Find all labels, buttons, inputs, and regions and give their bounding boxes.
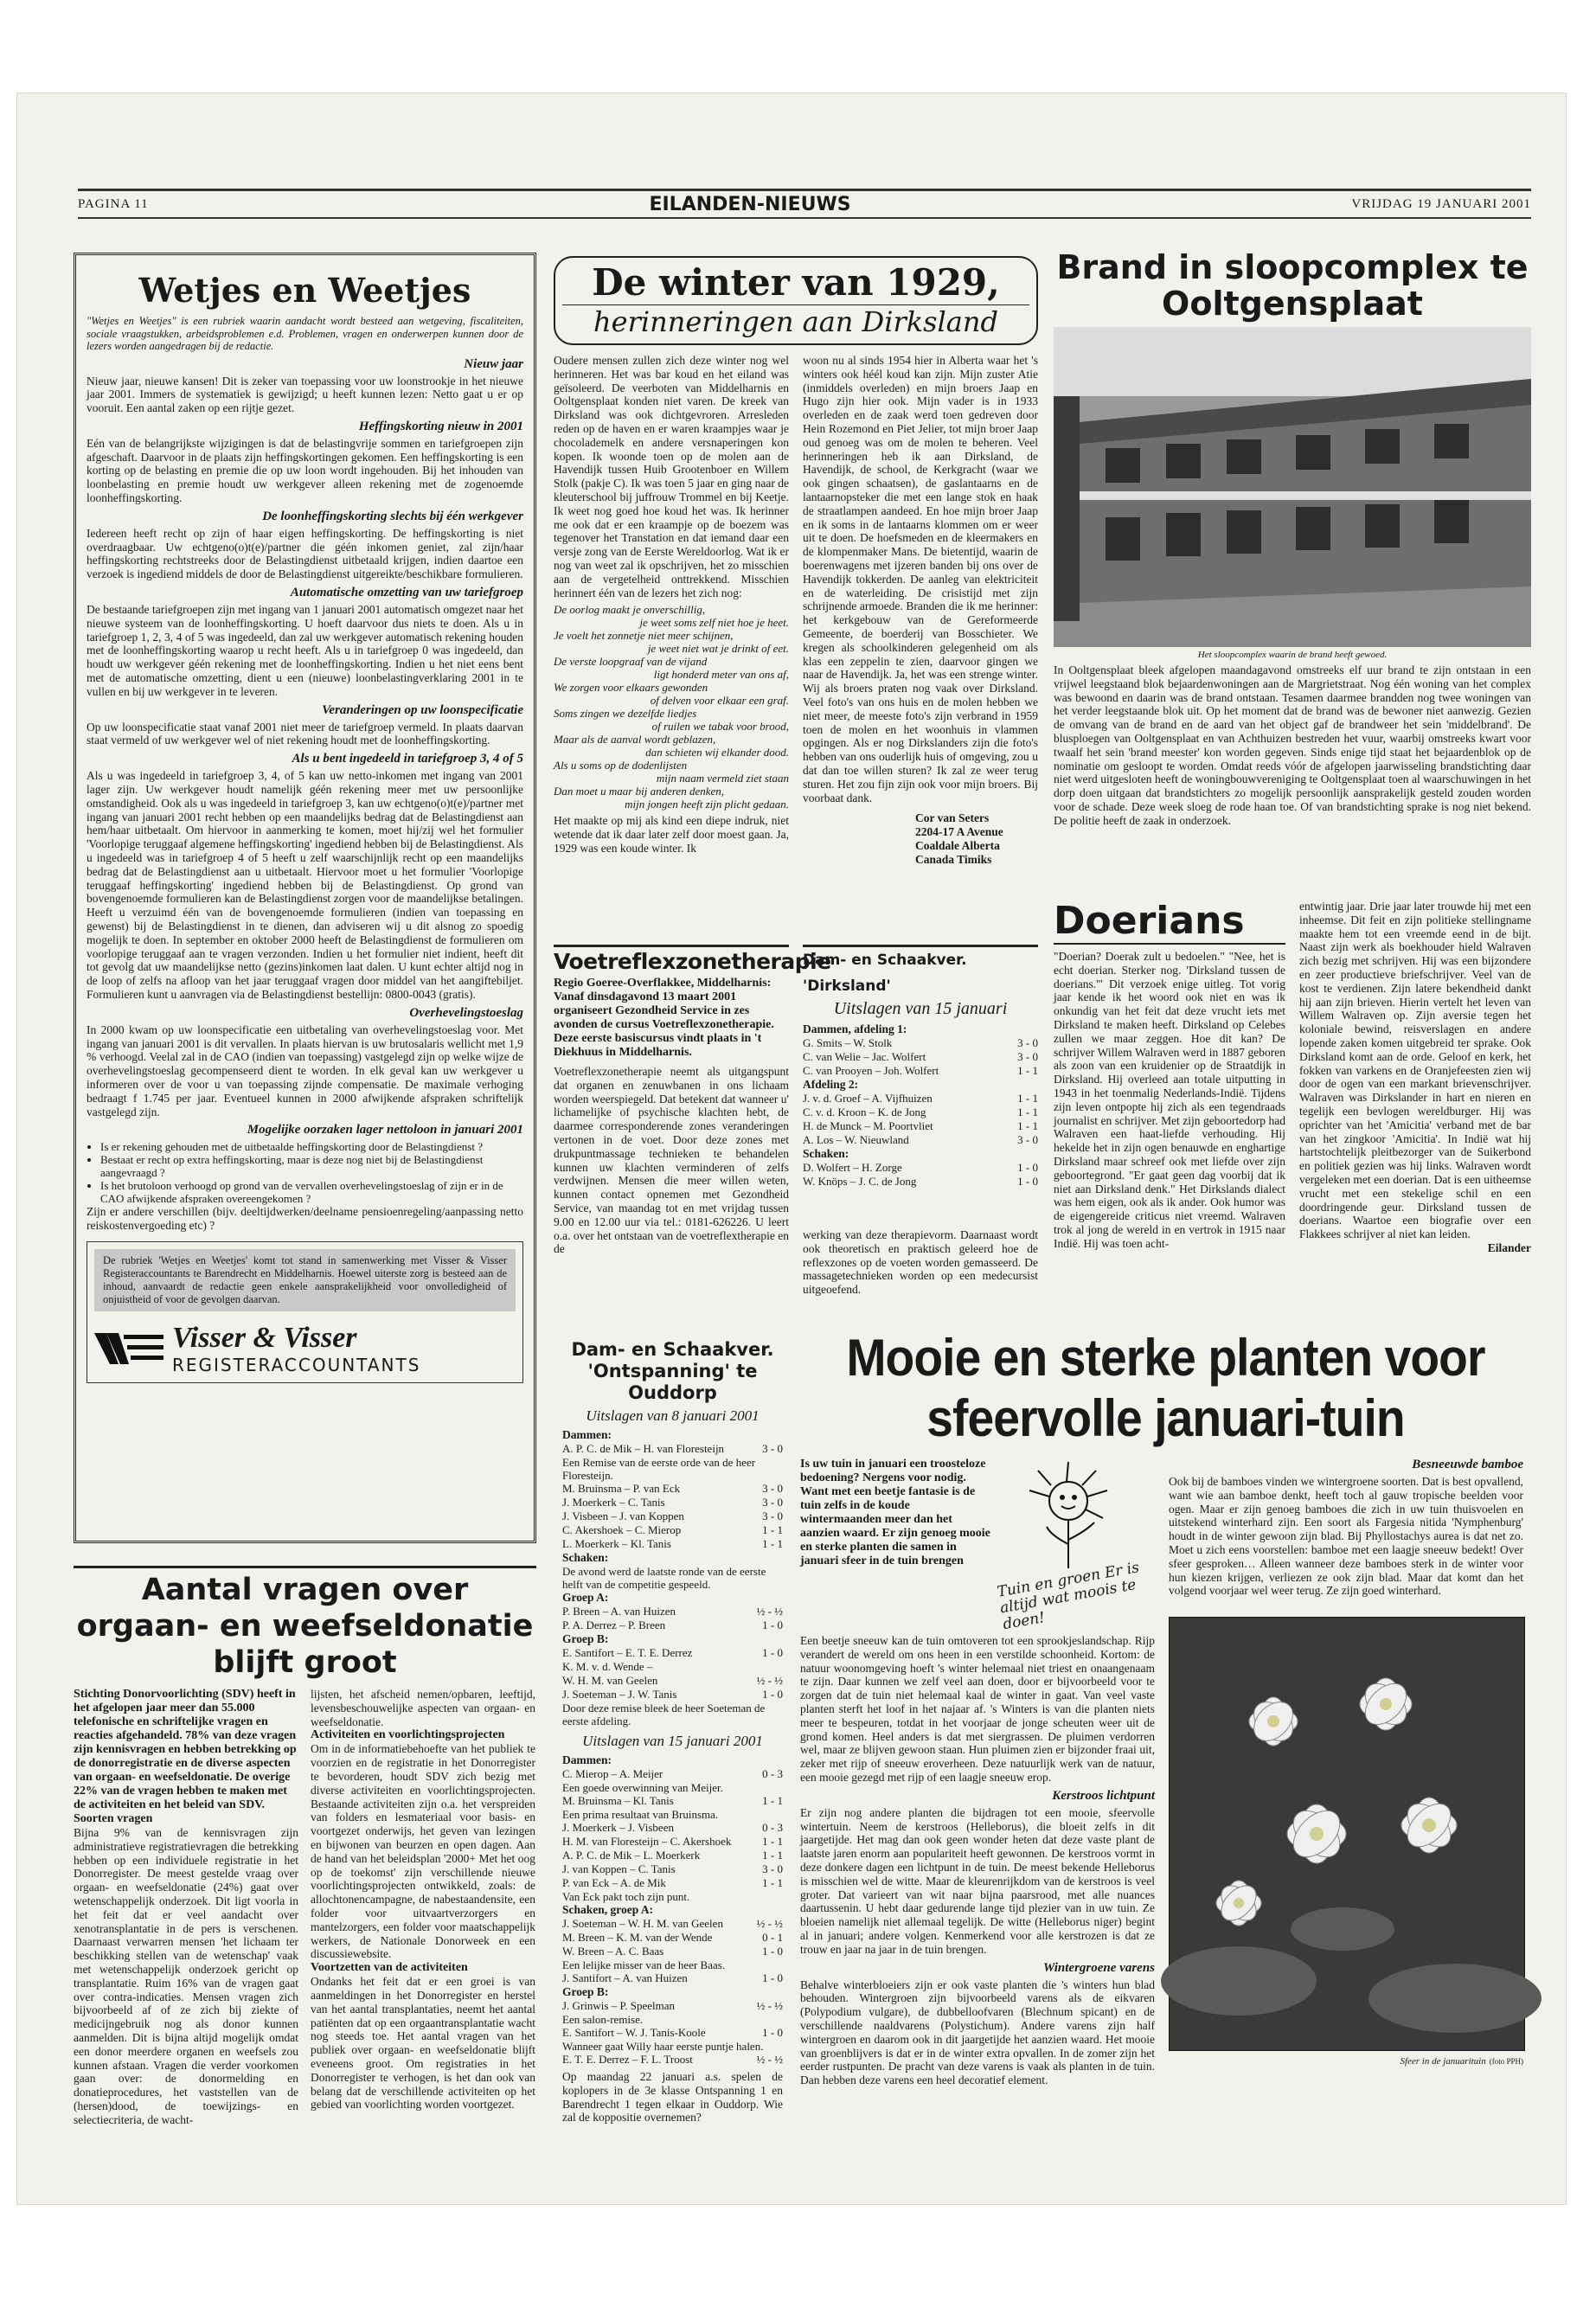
planten-caption-row [1169,2053,1523,2068]
result-score: 0 - 3 [762,1821,783,1834]
result-players: P. Breen – A. van Huizen [562,1605,676,1618]
result-row [562,2026,783,2040]
result-row [803,1064,1038,1078]
doerians-col2: entwintig jaar. Drie jaar later trouwde hij met een inheemse. Dit feit en zijn politieke stellingname maakte hem tot een vreemde eend in de bijt. Naast zijn werk als boekhouder hield Walraven zich bezig met schrijven. Hij was een bijzondere en zeer productieve briefschrijver. Veel van de kost te verdienen. Zijn latere bekendheid dankt hij aan zijn brieven. Hierin vertelt het leven van Willem Walraven op. Zijn aversie tegen het koloniale bewind, reisverslagen en andere lopende zaken komen uitgebreid ter sprake. Ook Dirksland komt aan de orde. Geloof en kerk, het fokken van varkens en de Oranjefeesten zien wij door de ogen van een markant brievenschrijver. Walraven was Dirkslander in hart en nieren en tegelijk een bevlogen wereldburger. Hij was oprichter van het 'Amicitia' verband met de bar van het zingkoor 'Amicitia'. In Indië wat hij hartstochtelijk pleitbezorger van de Suikerbond en politiek gezien was hij links. Walraven wordt vergeleken met een doerian. Dat is een uitheemse vrucht met een stekelige schil en een doordringende geur. Dirksland tussen de doerians. Waartoe een biografie over een Flakkees schrijver al niet kan leiden. [1299,900,1531,1241]
result-row [562,1849,783,1862]
wetjes-box [74,253,536,1543]
wetjes-title: Wetjes en Weetjes [138,271,471,310]
result-players: C. Akershoek – C. Mierop [562,1523,682,1536]
result-row [562,1646,783,1660]
ouddorp-subtitle-2: Uitslagen van 15 januari 2001 [582,1733,763,1749]
result-row [803,1119,1038,1133]
result-players: J. Visbeen – J. van Koppen [562,1509,684,1522]
result-row [562,1917,783,1931]
ouddorp-results-2 [562,1753,783,2067]
result-table [562,1605,783,1632]
masthead: EILANDEN-NIEUWS [649,193,851,215]
result-note: Een lelijke misser van de heer Baas. [562,1958,726,1971]
wetjes-bullet: • Is er rekening gehouden met de uitbetaalde heffingskorting door de Belastingdienst ? [100,1140,523,1153]
wetjes-section-body: De bestaande tariefgroepen zijn met ingang van 1 januari 2001 automatisch omgezet naar het nieuwe systeem van de loonheffingskorting. U hoeft daarvoor dus niets te doen. Als u in tariefgroep 1, 2, 3, 4 of 5 was ingedeeld, dan zal uw werkgever automatisch rekening houden met de loonheffingskorting waarop u recht heeft. Als u in tariefgroep 0 was ingedeeld, dan houdt uw werkgever géén rekening met de loonheffingskorting. Indien u het niet eens bent met de automatische omzetting, dient u een (nieuwe) loonbelastingverklaring 2001 in te vullen en bij uw werkgever in te leveren. [87,603,523,698]
wetjes-section-body: Iedereen heeft recht op zijn of haar eigen heffingskorting. De heffingskorting is niet overdraagbaar. Uw echtgeno(o)t(e)/partner die géén inkomen geniet, zal zijn/haar heffingskorting rechtstreeks door de Belastingdienst uitbetaald krijgen, indien daartoe een verzoek is ingediend middels de door de Belastingdienst uitgereikte/beschikbare formulieren. [87,526,523,581]
result-row [562,1442,783,1456]
winter-article [554,256,1038,931]
result-score: 1 - 1 [762,1523,783,1536]
result-group-heading: Groep B: [562,1985,609,1998]
visser-logo [94,1322,516,1375]
page-header [78,189,1531,219]
result-row [562,1523,783,1537]
result-group-heading: Schaken, groep A: [562,1903,654,1916]
result-score: 1 - 1 [762,1537,783,1550]
result-players: K. M. v. d. Wende – [562,1660,653,1673]
result-table [562,2053,783,2067]
result-players: G. Smits – W. Stolk [803,1036,893,1049]
visser-logo-sub: REGISTERACCOUNTANTS [172,1354,421,1375]
result-players: M. Breen – K. M. van der Wende [562,1931,713,1944]
wetjes-section-body: Als u was ingedeeld in tariefgroep 3, 4, of 5 kan uw netto-inkomen met ingang van 2001 lager zijn. Uw werkgever houdt namelijk géén rekening meer met uw persoonlijke omstandigheid. Ook als u was ingedeeld in tariefgroep 3, kan uw echtgeno(o)t(e)/partner met ingang van januari 2001 recht hebben op een maandelijks bedrag dat de Belastingdienst aan hem/haar uitbetaalt. Om hiervoor in aanmerking te komen, moet hij/zij wel het formulier 'Voorlopige teruggaaf algemene heffingskorting' ingediend hebben bij de Belastingdienst. Als u ingedeeld was in tariefgroep 4 of 5 heeft u zelf waarschijnlijk recht op een maandelijks bedrag dat de Belastingdienst aan u uitbetaalt. Hiervoor moet u het formulier 'Voorlopige teruggaaf heffingskorting' ingediend hebben bij de Belastingdienst. Op grond van bovengenoemde formulieren kan de Belastingdienst zorgen voor de maandelijkse betalingen. Heeft u verzuimd één van de bovengenoemde formulieren (indien van toepassing en gewenst) bij de Belastingdienst in te dienen, dan adviseren wij u dit alsnog zo spoedig mogelijk te doen. In september en oktober 2000 heeft de Belastingdienst de formulieren om voorlopige teruggaaf aan te vragen verzonden. Indien u het formulier niet indient, heeft dit tot gevolg dat uw maandelijkse netto (gezins)inkomen laat dalen. U kunt echter altijd nog in de loop of zelfs na afloop van het jaar teruggaaf vragen door middel van het aangiftebiljet. Formulieren kunt u aanvragen via de Belastingdienst bestellijn: 0800-0043 (gratis). [87,769,523,1001]
wetjes-section-body: In 2000 kwam op uw loonspecificatie een uitbetaling van overhevelingstoeslag voor. Met ingang van januari 2001 is dit vervallen. In plaats hiervan is uw brutosalaris wellicht met 1,9 % verhoogd. Veelal zal in de CAO (indien van toepassing) vastgelegd zijn op welke wijze de overhevelingstoeslag gecompenseerd dient te worden. In elk geval kan uw werkgever u informeren over de voor u van toepassing zijnde compensatie. De maximale verhoging bedraagt f 1.745 per jaar. Eventueel kunnen in 2000 afwijkende afspraken schriftelijk vastgelegd zijn. [87,1022,523,1118]
result-group-heading: Dammen: [562,1753,612,1766]
result-row [562,1496,783,1509]
result-row [803,1092,1038,1106]
planten-bamboe: Ook bij de bamboes vinden we wintergroene soorten. Dat is best opvallend, want wie aan bamboe denkt, heeft toch al gauw tropische beelden voor ogen. Maar er zijn genoeg bamboes die zich in uw tuin thuisvoelen en uitstekend winterhard zijn. Een soort als Fargesia nitida 'Nymphenburg' houdt in de winter gewoon zijn blad. Bij Phyllostachys aurea is dat net zo. Moet u zich eens voorstellen: bamboe met een laagje sneeuw bedekt! Over sfeer gesproken… Alleen wanneer deze bamboes sterk in de winter voor hun kiezen krijgen, verliezen ze ook zijn blad. Maar dat komt dan het volgend voorjaar wel weer terug. Ze zijn goed winterhard. [1169,1475,1523,1598]
wetjes-intro: "Wetjes en Weetjes" is een rubriek waarin aandacht wordt besteed aan wetgeving, fiscaliteiten, sociale vraagstukken, arbeidsproblemen e.d. Problemen, vragen en onderwerpen kunnen door de lezers worden aangedragen bij de redactie. [87,315,523,352]
wetjes-section-heading: De loonheffingskorting slechts bij één werkgever [262,509,523,523]
result-score: 3 - 0 [1017,1050,1038,1063]
result-group-heading: Schaken: [803,1147,849,1160]
result-score: 1 - 0 [762,1971,783,1984]
result-score: 1 - 0 [762,1646,783,1659]
winter-title: De winter van 1929, [592,261,1000,304]
result-note: Een salon-remise. [562,2013,644,2026]
wetjes-notice-box [87,1241,523,1383]
result-score: 1 - 1 [1017,1106,1038,1118]
result-group-heading: Schaken: [562,1551,609,1564]
result-row [562,1876,783,1890]
result-note: Een prima resultaat van Bruinsma. [562,1808,719,1821]
result-table [562,2026,783,2040]
orgaan-article [74,1566,536,2154]
planten-title: Mooie en sterke planten voor sfeervolle januari-tuin [846,1329,1485,1447]
result-row [562,1605,783,1618]
result-players: H. M. van Floresteijn – C. Akershoek [562,1835,732,1848]
planten-h-bamboe: Besneeuwde bamboe [1412,1458,1523,1471]
result-score: 3 - 0 [1017,1133,1038,1146]
result-row [803,1106,1038,1119]
doerians-title: Doerians [1054,900,1285,945]
wetjes-section-heading: Nieuw jaar [464,356,523,371]
result-row [803,1133,1038,1147]
result-score: 3 - 0 [762,1862,783,1875]
result-table [803,1161,1038,1189]
result-note: Een goede overwinning van Meijer. [562,1781,723,1794]
result-score: ½ - ½ [756,1605,783,1618]
wetjes-closing: Zijn er andere verschillen (bijv. deeltijdwerken/deelname pensioenregeling/aanpassing netto reiskostenvergoeding etc) ? [87,1205,523,1233]
signature-line: 2204-17 A Avenue [915,825,1003,839]
voetreflex-lead: Regio Goeree-Overflakkee, Middelharnis: Vanaf dinsdagavond 13 maart 2001 organiseert Gezondheid Service in zes avonden de cursus Voetreflexzonetherapie. Deze eerste basiscursus vindt plaats in 't Diekhuus in Middelharnis. [554,977,774,1059]
dammen-ouddorp [562,1339,783,2144]
orgaan-h3: Voortzetten van de activiteiten [311,1961,468,1975]
poem-line: je weet niet wat je drinkt of eet. [647,642,789,656]
result-players: J. van Koppen – C. Tanis [562,1862,676,1875]
orgaan-h2: Activiteiten en voorlichtingsprojecten [311,1728,505,1742]
result-players: J. Soeteman – W. H. M. van Geelen [562,1917,723,1930]
result-score: 3 - 0 [762,1496,783,1509]
poem-line: De oorlog maakt je onverschillig, [554,603,706,617]
dammen-dirksland [803,945,1038,1221]
result-players: M. Bruinsma – Kl. Tanis [562,1794,674,1807]
result-row [803,1050,1038,1064]
result-players: E. Santifort – E. T. E. Derrez [562,1646,693,1659]
result-score: 1 - 1 [762,1849,783,1862]
result-score: 0 - 3 [762,1767,783,1780]
dammen-dirksland-title: Dam- en Schaakver. 'Dirksland' [803,952,967,995]
result-group-heading: Dammen: [562,1428,612,1441]
result-players: L. Moerkerk – Kl. Tanis [562,1537,671,1550]
result-players: J. Soeteman – J. W. Tanis [562,1688,677,1701]
result-players: E. T. E. Derrez – F. L. Troost [562,2053,693,2066]
poem-line: Maar als de aanval wordt geblazen, [554,733,716,747]
result-score: 1 - 0 [1017,1161,1038,1174]
orgaan-col2c: Ondanks het feit dat er een groei is van aanmeldingen in het Donorregister en herstel van het aantal transplantaties, neemt het aantal patiënten dat op een orgaantransplantatie wacht nog steeds toe. Het aantal vragen van het publiek over orgaan- en weefseldonatie blijft eveneens groot. Om registraties in het Donorregister te verhogen, is het dan ook van belang dat de verschillende activiteiten op het gebied van voorlichting worden voortgezet. [311,1975,535,2112]
result-players: J. v. d. Groef – A. Vijfhuizen [803,1092,933,1105]
poem-line: Soms zingen we dezelfde liedjes [554,707,697,721]
helleborus-illustration [1170,1618,1524,2050]
result-row [562,1618,783,1632]
wetjes-section-heading: Overhevelingstoeslag [409,1005,523,1020]
building-illustration [1054,327,1531,647]
result-row [562,1835,783,1849]
result-note: Door deze remise bleek de heer Soeteman de eerste afdeling. [562,1702,766,1727]
wetjes-bullet: • Bestaat er recht op extra heffingskorting, maar is deze nog niet bij de Belastingdienst aangevraagd ? [100,1153,523,1179]
result-score: 1 - 1 [1017,1119,1038,1132]
result-score: 1 - 1 [1017,1064,1038,1077]
result-table [803,1036,1038,1078]
result-table [562,1767,783,1781]
brand-title: Brand in sloopcomplex te Ooltgensplaat [1056,248,1529,323]
result-score: 1 - 0 [762,2026,783,2039]
voetreflex-col2: werking van deze therapievorm. Daarnaast wordt ook theoretisch en praktisch geleerd hoe de reflexzones op de voeten worden gemasseerd. De massagetechnieken worden op een medecursist uitgeoefend. [803,1228,1038,1297]
result-row [562,1688,783,1702]
result-row [562,1509,783,1523]
planten-lead: Is uw tuin in januari een troosteloze bedoening? Nergens voor nodig. Want met een beetje fantasie is de tuin zelfs in de koude wintermaanden meer dan het aanzien waard. Er zijn genoeg mooie en sterke planten die samen in januari sfeer in de tuin brengen [800,1458,990,1567]
page-number: PAGINA 11 [78,196,149,211]
result-row [562,1945,783,1958]
winter-col1-end: Het maakte op mij als kind een diepe indruk, niet wetende dat ik daar later zelf door moest gaan. Ja, 1929 was een koude winter. Ik [554,814,789,855]
result-row [562,1537,783,1551]
result-note: Een Remise van de eerste orde van de heer Floresteijn. [562,1456,756,1482]
planten-art-text: Tuin en groen Er is altijd wat moois te doen! [996,1559,1141,1634]
result-score: 1 - 0 [762,1688,783,1701]
visser-logo-icon [94,1330,163,1368]
result-row [803,1036,1038,1050]
wetjes-section-heading: Automatische omzetting van uw tariefgroep [290,586,523,600]
doerians-article [1054,900,1531,1315]
result-players: W. Knöps – J. C. de Jong [803,1175,917,1188]
signature-line: Coaldale Alberta [915,839,1000,853]
brand-article [1054,249,1531,907]
result-score: 0 - 1 [762,1931,783,1944]
winter-subtitle: herinneringen aan Dirksland [562,304,1029,338]
result-players: P. A. Derrez – P. Breen [562,1618,666,1631]
wetjes-section-heading: Als u bent ingedeeld in tariefgroep 3, 4 of 5 [292,752,523,766]
flower-sun-icon [999,1458,1155,1570]
result-table [562,1442,783,1456]
result-players: J. Santifort – A. van Huizen [562,1971,688,1984]
winter-poem [554,603,789,811]
signature-line: Cor van Seters [915,811,990,825]
result-row [562,1971,783,1985]
result-table [562,1482,783,1551]
result-table [562,1821,783,1890]
ouddorp-subtitle-1: Uitslagen van 8 januari 2001 [586,1407,760,1424]
result-row [803,1161,1038,1175]
result-players: J. Moerkerk – C. Tanis [562,1496,665,1509]
wetjes-section-heading: Veranderingen op uw loonspecificatie [322,702,523,717]
voetreflex-col1: Voetreflexzonetherapie neemt als uitgangspunt dat organen en zenuwbanen in ons lichaam worden weerspiegeld. Dat betekent dat wanneer u' lichamelijke of psychische klachten hebt, de daarmee corresponderende zones veranderingen vertonen in de voet. Door deze zones met drukpuntmassage technieken te behandelen kunnen uw klachten verminderen of zelfs verdwijnen. Mensen die meer willen weten, kunnen contact opnemen met Gezondheid Service, van maandag tot en met vrijdag tussen 9.00 en 12.00 uur via tel.: 0181-626226. U leert o.a. over het ontstaan van de voetreflextherapie en de [554,1065,789,1256]
result-score: 3 - 0 [762,1482,783,1495]
result-score [746,1660,783,1674]
doerians-col1: "Doerian? Doerak zult u bedoelen." "Nee, het is echt doerian. Sterker nog. 'Dirksland tussen de doerians.'" Dit verzoek enige uitleg. Tot vorig jaar kende ik het woord ook niet en was ik onkundig van het feit dat deze vrucht iets met Dirksland te maken heeft. Dirksland op Celebes zullen we maar zeggen. Hoe dit kan? De schrijver Willem Walraven werd in 1887 geboren als zoon van een kruidenier op de Straatdijk in Dirksland. Hij overleed aan totale uitputting in 1943 in het toenmalig Nederlands-Indië. Tijdens zijn leven ontpopte hij zich als een tegendraads journalist en schrijver. Met zijn geboortedorp had Walraven een haat-liefde verhouding. Hij hekelde het in zijn ogen benauwde en enghartige Dirksland maar schreef ook met liefde over zijn geboortegrond. "Er gaat geen dag voorbij dat ik niet aan Dirksland denk." Het Dirkslands dialect was hem eigen, ook als ik ander. Ook humor was de eigengereide criticus niet vreemd. Walraven trok al jong de wereld in en vertrok in 1915 naar Indië. Hij was toen acht- [1054,950,1285,1250]
dammen-dirksland-subtitle: Uitslagen van 15 januari [833,999,1008,1018]
result-table [562,1646,783,1702]
dirksland-results [803,1022,1038,1189]
poem-line: Als u soms op de dodenlijsten [554,759,688,772]
result-players: C. v. d. Kroon – K. de Jong [803,1106,926,1118]
ouddorp-results-1 [562,1428,783,1727]
poem-line: We zorgen voor elkaars gewonden [554,681,708,695]
result-score: 1 - 1 [1017,1092,1038,1105]
visser-logo-name: Visser & Visser [172,1321,357,1354]
result-players: J. Moerkerk – J. Visbeen [562,1821,674,1834]
planten-varens: Behalve winterbloeiers zijn er ook vaste planten die 's winters hun blad behouden. Wintergroen zijn bijvoorbeeld varens als de eikvaren (Polypodium vulgare), de dubbelloofvaren (Blechnum spicant) en de verschillende naaldvarens (Polystichum). Andere varens zijn half wintergroen en daarom ook in dit jaargetijde het aanzien waard. Het mooie van groenblijvers is dat er in de winter extra opvallen. In de zomer zijn het eerder rustpunten. De pracht van deze varens is vaak als planten in de tuin. Dan hebben deze varens een heel decoratief element. [800,1977,1155,2087]
planten-caption: Sfeer in de januarituin [1400,2056,1486,2067]
winter-col1: Oudere mensen zullen zich deze winter nog wel herinneren. Het was bar koud en het eiland was geïsoleerd. De veerboten van Middelharnis en Ooltgensplaat konden niet varen. De kreek van Dirksland was ook dichtgevroren. Arresleden reden op de haven en er waren kraampjes waar je chocolademelk en andere versnaperingen kon kopen. Ik woonde toen op de molen aan de Havendijk tussen Huib Grootenboer en Willem Stolk (pakje C). Ik was toen 5 jaar en ging naar de kleuterschool bij juffrouw Trommel en bij Keetje. Ik weet nog goed hoe koud het was. Ik herinner me ook dat er een kraampje op de boezem was tegenover het Transtation en dat iemand daar een versje zong van de Eerste Wereldoorlog. Wat ik er nog van weet zal ik opschrijven, het zo misschien aan de vergetelheid onttrekkend. Misschien herinnert één van de lezers het zich nog: [554,354,789,599]
planten-h-varens: Wintergroene varens [1042,1960,1155,1975]
result-players: M. Bruinsma – P. van Eck [562,1482,681,1495]
result-row [562,1660,783,1674]
result-players: A. P. C. de Mik – H. van Floresteijn [562,1442,725,1455]
result-players: P. van Eck – A. de Mik [562,1876,666,1889]
result-score: 1 - 0 [1017,1175,1038,1188]
orgaan-lead: Stichting Donorvoorlichting (SDV) heeft in het afgelopen jaar meer dan 55.000 telefonische en schriftelijke vragen en reacties afgehandeld. 78% van deze vragen zijn kennisvragen en hebben betrekking op de donorregistratie en de diverse aspecten van orgaan- en weefseldonatie. De overige 22% van de vragen hebben te maken met de activiteiten en het beleid van SDV. [74,1688,297,1811]
result-score: 1 - 1 [762,1876,783,1889]
orgaan-col2a: lijsten, het afscheid nemen/opbaren, leeftijd, levensbeschouwelijke aspecten van orgaan- en weefseldonatie. [311,1688,535,1728]
result-row [562,1794,783,1808]
result-players: C. van Prooyen – Joh. Wolfert [803,1064,939,1077]
result-row [562,1674,783,1688]
result-score: ½ - ½ [756,1999,783,2012]
planten-photo [1169,1617,1525,2051]
doerians-signature: Eilander [1487,1240,1531,1254]
result-table [562,1917,783,1958]
result-note: De avond werd de laatste ronde van de eerste helft van de competitie gespeeld. [562,1565,766,1591]
result-row [562,1862,783,1876]
result-group-heading: Groep A: [562,1591,609,1604]
orgaan-col2b: Om in de informatiebehoefte van het publiek te voorzien en de registratie in het Donorregister te bevorderen, houdt SDV zich bezig met diverse activiteiten en voorlichtingsprojecten. Bestaande activiteiten zijn o.a. het verspreiden van folders en lesmateriaal voor basis- en voortgezet onderwijs, het geven van lezingen en bijwonen van beurzen en open dagen. Aan de hand van het beleidsplan '2000+ Met het oog op de toekomst' zijn verschillende nieuwe voorlichtingsprojecten ontwikkeld, zoals: de allochtonencampagne, de nabestaandensite, een folder voor uitvaartverzorgers en mantelzorgers, een folder voor maatschappelijk werkers, de Nationale Donorweek en een discussiewebsite. [311,1742,535,1961]
orgaan-title: Aantal vragen over orgaan- en weefseldonatie blijft groot [76,1573,534,1680]
poem-line: De verste loopgraaf van de vijand [554,655,708,669]
planten-intro: Een beetje sneeuw kan de tuin omtoveren tot een sprookjeslandschap. Rijp verandert de wereld om ons heen in een verstilde schoonheid. Kortom: de natuur woonomgeving hoeft 's winter helemaal niet triest en onaangenaam te zijn. Daar kunnen we zelf veel aan doen, door er bijvoorbeeld voor te zorgen dat de tuin niet helemaal kaal de winter in gaat. Van veel vaste planten sterft het loof in het najaar af. 's Winters is van die planten niets meer te bespeuren, totdat in het voorjaar de jonge scheuten weer uit de grond komen. Heel anders is dat met siergrassen. De pluimen verdorren wel, maar ze blijven gewoon staan. Hun pluimen zien er bijzonder fraai uit, zeker met rijp of sneeuw eroverheen. Deze natuurlijk werk van de natuur, een mooie gezegd met rijp of een laagje sneeuw erop. [800,1634,1155,1784]
wetjes-section-body: Eén van de belangrijkste wijzigingen is dat de belastingvrije sommen en tariefgroepen zijn afgeschaft. Daarvoor in de plaats zijn heffingskortingen gekomen. Een heffingskorting is een korting op de belasting en premie die op uw loon wordt ingehouden. Bij het inhouden van loonbelasting en premie houdt uw werkgever alleen rekening met de zogenoemde loonheffingskorting. [87,436,523,505]
planten-kerstroos: Er zijn nog andere planten die bijdragen tot een mooie, sfeervolle wintertuin. Neem de kerstroos (Helleborus), die bloeit zelfs in dit jaargetijde. Het mag dan ook geen wonder heten dat deze vaste plant de laatste jaren enorm aan populariteit heeft gewonnen. De kerstroos vormt in deze donkere dagen een lichtpunt in de tuin. De meest bekende Helleborus is misschien wel de witte. Maar de kleurenrijkdom van de kerstroos is veel groter. Dat varieert van wit naar bijna paarsrood, met alle nuances daartussenin. U hebt daar gedurende lange tijd plezier van in uw tuin. Ze bloeien namelijk niet allemaal tegelijk. De witte (Helleborus niger) begint al in januari; andere volgen. Kenmerkend voor alle kerstrozen is dat ze trouw en jaar na jaar in de tuin brengen. [800,1805,1155,1956]
orgaan-col1: Bijna 9% van de kennisvragen zijn administratieve registratievragen die betrekking hebben op een individuele registratie in het Donorregister. De meest gestelde vraag over orgaan- en weefseldonatie (24%) gaat over wetenschappelijk onderzoek. Dit ligt voorla in het feit dat er veel aandacht over xenotransplantatie in de pers is verschenen. Daarnaast verwarren mensen 'het lichaam ter beschikking stellen van de wetenschap' vaak met wetenschappelijk onderzoek gericht op transplantatie. Ruim 16% van de vragen gaat over contra-indicaties. Mensen vragen zich bijvoorbeeld af of ze zich bij ziekte of medicijngebruik nog als donor kunnen aanmelden. Dit is bijna altijd mogelijk omdat een donor meerdere organen en weefsels zou kunnen afstaan. Vragen die verder voorkomen gaan over: de donormelding en donatieprocedures, het vaststellen van de (hersen)dood, de toewijzings- en selectiecriteria, de wacht- [74,1826,298,2126]
result-players: A. Los – W. Nieuwland [803,1133,909,1146]
result-note: Van Eck pakt toch zijn punt. [562,1890,690,1903]
result-score: ½ - ½ [756,1917,783,1930]
result-row [562,1999,783,2013]
wetjes-bullets [87,1140,523,1205]
result-row [562,1767,783,1781]
result-table [562,1971,783,1985]
result-players: D. Wolfert – H. Zorge [803,1161,902,1174]
result-score: 3 - 0 [762,1509,783,1522]
result-score: 1 - 1 [762,1794,783,1807]
result-group-heading: Groep B: [562,1632,609,1645]
signature-line: Canada Timiks [915,853,992,867]
orgaan-h1: Soorten vragen [74,1812,153,1825]
result-row [562,1931,783,1945]
brand-body: In Ooltgensplaat bleek afgelopen maandagavond omstreeks elf uur brand te zijn ontstaan in een vrijwel leegstaand blok bejaardenwoningen aan de Margrietstraat. Nog één woning van het complex was bewoond en daarin was de brand ontstaan. Tesamen daarmee brandden nog twee woningen van het verder leegstaande blok uit. Op het moment dat de brand was de bewoner niet aanwezig. Gezien de omvang van de brand en de aard van het object gaf de brandweer het sein 'middelbrand'. De blusploegen van Ooltgensplaat en van Achthuizen bestreden het vuur, waarbij omstreeks kwart voor twaalf het sein 'brand meester' kon worden gegeven. Sinds enige tijd staat het bejaardenblok op de nominatie om gesloopt te worden. Omdat reeds vóór de afgelopen jaarwisseling brandstichting daar niet werd uitgesloten heeft de woningbouwvereniging te Ooltgensplaat toen al waarschuwingen in het dorp doen uitgaan dat brandstichters zo mogelijk persoonlijk aansprakelijk gesteld zouden worden voor de schade. Deze week sloeg de rode haan toe. Of van brandstichting sprake is nog niet bekend. De politie heeft de zaak in onderzoek. [1054,663,1531,827]
winter-signature [915,811,1038,867]
result-score: ½ - ½ [756,1674,783,1687]
planten-article [800,1328,1531,2150]
poem-line: ligt honderd meter van ons af, [653,668,789,682]
result-score: 1 - 0 [762,1618,783,1631]
wetjes-notice: De rubriek 'Wetjes en Weetjes' komt tot stand in samenwerking met Visser & Visser Registeraccountants te Barendrecht en Middelharnis. Hoewel uiterste zorg is besteed aan de inhoud, aanvaardt de redactie geen enkele aansprakelijkheid voor onvolledigheid of onjuistheid of voor de gevolgen daarvan. [94,1249,516,1311]
poem-line: of ruilen we tabak voor brood, [651,720,789,734]
result-score: 3 - 0 [762,1442,783,1455]
voetreflex-title: Voetreflexzonetherapie [554,949,831,974]
result-row [562,1482,783,1496]
result-table [562,1999,783,2013]
wetjes-bullet: • Is het brutoloon verhoogd op grond van de vervallen overhevelingstoeslag of zijn er in de CAO afwijkende afspraken overeengekomen ? [100,1179,523,1205]
dammen-ouddorp-title: Dam- en Schaakver. 'Ontspanning' te Ouddorp [571,1339,774,1403]
result-group-heading: Afdeling 2: [803,1078,859,1091]
winter-col2: woon nu al sinds 1954 hier in Alberta waar het 's winters ook héél koud kan zijn. Mijn zuster Atie (inmiddels overleden) en mijn broers Jaap en Hugo zijn hier ook. Mijn vader is in 1933 overleden en de zaak werd toen gedreven door Hein Rozemond en Piet Jelier, tot mijn broer Jaap oud genoeg was om de molen te beheren. Veel herinneringen heb ik aan Dirksland, de Havendijk, de school, de Kerkgracht (waar we ook gingen schaatsen), de gaslantaarns en de lantaarnopsteker die met een lange stok en haak de straatlampen aandeed. En hoe mijn broer Jaap en ik soms in de lantaarns klommen om er weer uit te doen. De hoefsmeden en de kleermakers en de klompenmaker Mans. De bietentijd, waarin de boerenwagens met ijzeren banden bij ons over de Havendijk tokkerden. De aanleg van elektriciteit en de waterleiding. De crisistijd met zijn schrijnende armoede. Branden die ik me herinner: het kerkgebouw van de Gereformeerde Gemeente, de boerderij van Bosschieter. We kregen als schoolkinderen gelegenheid om als klas een zeppelin te zien, daarvoor gingen we naar de Havendijk. Ja, het was een strenge winter. Wij als broers praten nog vaak over Dirksland. Veel foto's van ons huis en de molen hebben we niet meer, de meeste foto's zijn verbrand in 1959 toen de molen en het woonhuis in vlammen opgingen. Als er nog Dirkslanders zijn die foto's hebben van ons ouderlijk huis of omgeving, zou u dat dan toe willen sturen? Ik zal ze weer terug sturen. Het zou fijn zijn ook voor mijn broers. Bij voorbaat dank. [803,354,1038,804]
poem-line: mijn naam vermeld ziet staan [656,772,789,785]
result-players: E. Santifort – W. J. Tanis-Koole [562,2026,706,2039]
result-note: Wanneer gaat Willy haar eerste puntje halen. [562,2040,764,2053]
result-row [562,2053,783,2067]
poem-line: of delven voor elkaar een graf. [650,694,789,708]
result-score: 1 - 0 [762,1945,783,1958]
planten-art [996,1458,1155,1634]
wetjes-section-body: Nieuw jaar, nieuwe kansen! Dit is zeker van toepassing voor uw loonstrookje in het nieuwe jaar 2001. Immers de systematiek is gewijzigd; u heeft kunnen lezen: Netto gaat u er op vooruit. Een aantal zaken op een rijtje gezet. [87,374,523,415]
result-players: C. van Welie – Jac. Wolfert [803,1050,926,1063]
brand-photo [1054,327,1531,647]
wetjes-section-heading: Heffingskorting nieuw in 2001 [358,419,523,433]
poem-line: mijn jongen heeft zijn plicht gedaan. [625,798,789,811]
result-row [803,1175,1038,1189]
wetjes-section-body: Op uw loonspecificatie staat vanaf 2001 niet meer de tariefgroep vermeld. In plaats daarvan staat vermeld of uw werkgever wel of niet rekening houdt met de loonheffingskorting. [87,720,523,747]
poem-line: Dan moet u maar bij anderen denken, [554,785,725,798]
issue-date: VRIJDAG 19 JANUARI 2001 [1351,196,1531,211]
result-score: 1 - 1 [762,1835,783,1848]
result-score: ½ - ½ [756,2053,783,2066]
brand-caption: Het sloopcomplex waarin de brand heeft gewoed. [1197,650,1388,660]
result-table [562,1794,783,1808]
poem-line: je weet soms zelf niet hoe je heet. [639,616,789,630]
poem-line: dan schieten wij elkander dood. [645,746,789,760]
result-players: W. H. M. van Geelen [562,1674,658,1687]
result-score: 3 - 0 [1017,1036,1038,1049]
result-players: J. Grinwis – P. Speelman [562,1999,675,2012]
result-group-heading: Dammen, afdeling 1: [803,1022,907,1035]
poem-line: Je voelt het zonnetje niet meer schijnen, [554,629,734,643]
result-players: A. P. C. de Mik – L. Moerkerk [562,1849,701,1862]
ouddorp-closing: Op maandag 22 januari a.s. spelen de koplopers in de 3e klasse Ontspanning 1 en Barendrecht 1 tegen elkaar in Ouddorp. Wie zal de koppositie overnemen? [562,2070,783,2125]
result-row [562,1821,783,1835]
winter-title-box [554,256,1038,345]
wetjes-section-heading: Mogelijke oorzaken lager nettoloon in januari 2001 [247,1123,523,1138]
planten-h-kerstroos: Kerstroos lichtpunt [1052,1788,1155,1803]
wetjes-sections [87,357,523,1138]
result-players: H. de Munck – M. Poortvliet [803,1119,933,1132]
result-players: W. Breen – A. C. Baas [562,1945,664,1958]
result-players: C. Mierop – A. Meijer [562,1767,663,1780]
planten-credit: (foto PPH) [1489,2057,1523,2067]
result-table [803,1092,1038,1147]
